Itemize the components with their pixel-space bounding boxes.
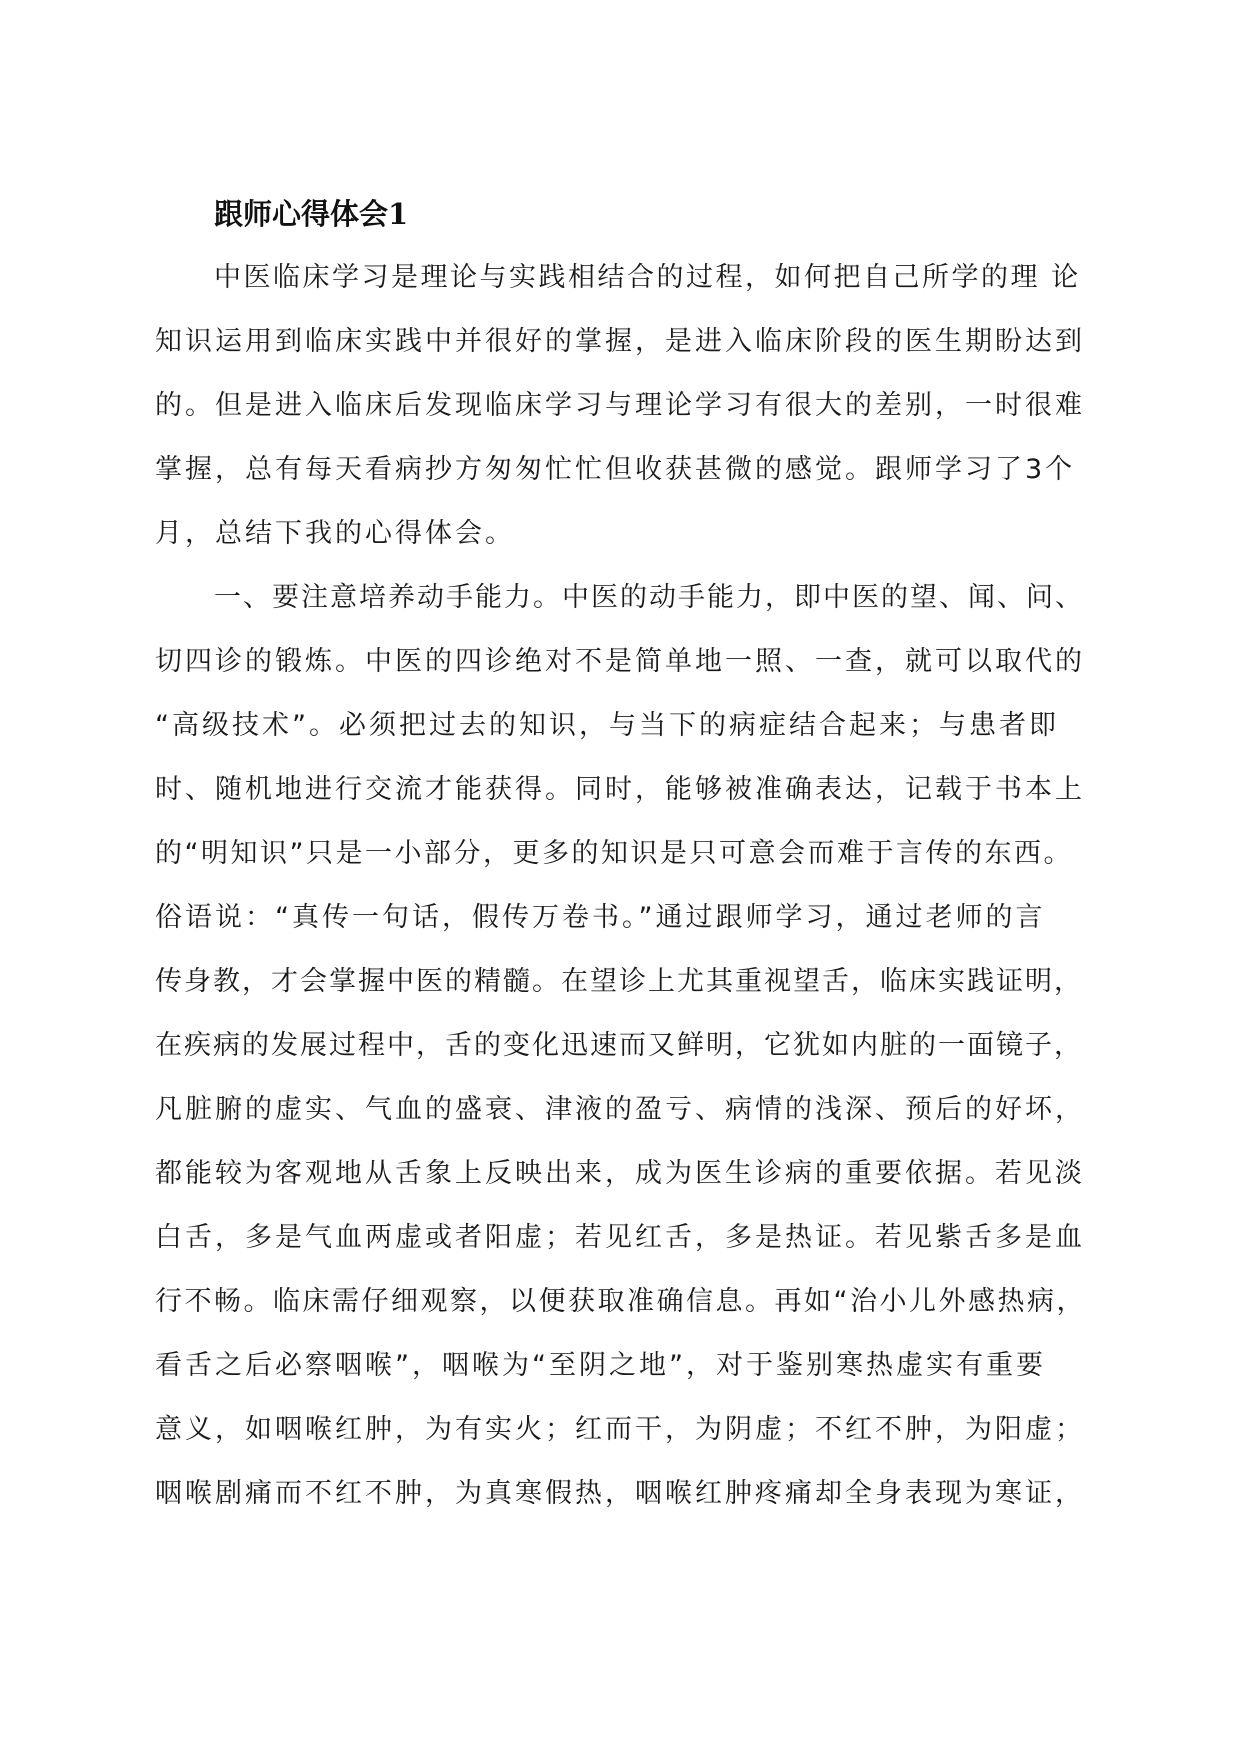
text-line-16: 白舌，多是气血两虚或者阳虚；若见红舌，多是热证。若见紫舌多是血 bbox=[155, 1222, 1085, 1253]
text-line-10: 的“明知识”只是一小部分，更多的知识是只可意会而难于言传的东西。 bbox=[155, 838, 1073, 869]
text-line-3: 的。但是进入临床后发现临床学习与理论学习有很大的差别，一时很难 bbox=[155, 390, 1085, 421]
text-line-9: 时、随机地进行交流才能获得。同时，能够被准确表达，记载于书本上 bbox=[155, 774, 1085, 805]
text-line-13: 在疾病的发展过程中，舌的变化迅速而又鲜明，它犹如内脏的一面镜子， bbox=[155, 1030, 1083, 1061]
text-line-20: 咽喉剧痛而不红不肿，为真寒假热，咽喉红肿疼痛却全身表现为寒证， bbox=[155, 1478, 1085, 1509]
document-title: 跟师心得体会1 bbox=[214, 197, 409, 231]
text-line-5: 月，总结下我的心得体会。 bbox=[155, 518, 515, 549]
text-line-4: 掌握，总有每天看病抄方匆匆忙忙但收获甚微的感觉。跟师学习了3个 bbox=[155, 454, 1076, 485]
text-line-7: 切四诊的锻炼。中医的四诊绝对不是简单地一照、一查，就可以取代的 bbox=[155, 646, 1085, 677]
text-line-12: 传身教，才会掌握中医的精髓。在望诊上尤其重视望舌，临床实践证明， bbox=[155, 966, 1083, 997]
text-line-14: 凡脏腑的虚实、气血的盛衰、津液的盈亏、病情的浅深、预后的好坏， bbox=[155, 1094, 1085, 1125]
text-line-17: 行不畅。临床需仔细观察，以便获取准确信息。再如“治小儿外感热病， bbox=[155, 1286, 1086, 1317]
text-line-15: 都能较为客观地从舌象上反映出来，成为医生诊病的重要依据。若见淡 bbox=[155, 1158, 1085, 1189]
text-line-2: 知识运用到临床实践中并很好的掌握，是进入临床阶段的医生期盼达到 bbox=[155, 326, 1085, 357]
text-line-19: 意义，如咽喉红肿，为有实火；红而干，为阴虚；不红不肿，为阳虚； bbox=[155, 1414, 1085, 1445]
text-line-11: 俗语说：“真传一句话，假传万卷书。”通过跟师学习，通过老师的言 bbox=[155, 902, 1046, 933]
text-line-18: 看舌之后必察咽喉”，咽喉为“至阴之地”，对于鉴别寒热虚实有重要 bbox=[155, 1350, 1046, 1381]
text-line-1: 中医临床学习是理论与实践相结合的过程，如何把自己所学的理 论 bbox=[214, 262, 1081, 293]
text-line-6: 一、要注意培养动手能力。中医的动手能力，即中医的望、闻、问、 bbox=[214, 582, 1084, 613]
text-line-8: “高级技术”。必须把过去的知识，与当下的病症结合起来；与患者即 bbox=[155, 710, 1059, 741]
